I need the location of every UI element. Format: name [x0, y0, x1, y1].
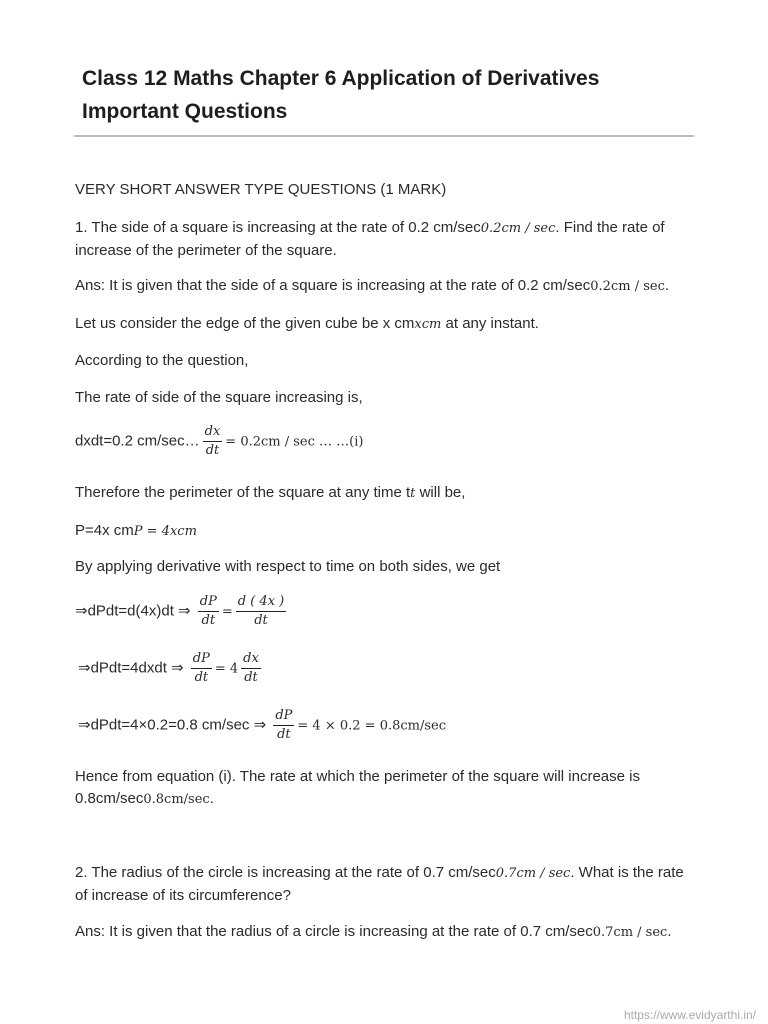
- equation-2-denominator-2: dt: [254, 613, 268, 628]
- question-2-math: 0.7cm / sec: [495, 866, 571, 881]
- rate-side-line: The rate of side of the square increasing is,: [75, 389, 363, 406]
- perimeter-equation: [75, 520, 700, 543]
- equation-2-numerator-1: dP: [198, 593, 219, 612]
- perimeter-equation-math: P = 4xcm: [133, 524, 197, 539]
- question-1-text: 1. The side of a square is increasing at the rate of 0.2 cm/sec: [75, 219, 481, 236]
- equation-3-text: ⇒dPdt=4dxdt ⇒: [78, 659, 188, 677]
- answer-1-math: 0.2cm / sec: [590, 279, 665, 294]
- equation-2-denominator-1: dt: [201, 613, 216, 628]
- conclusion-line-1: Hence from equation (i). The rate at which the perimeter of the square will increase is: [75, 768, 640, 785]
- question-2-tail: . What is the rate: [570, 864, 684, 881]
- equation-4: [78, 707, 703, 744]
- question-2-line-2: of increase of its circumference?: [75, 887, 291, 904]
- equation-3: [78, 650, 703, 687]
- equation-1-numerator: dx: [203, 423, 223, 442]
- question-1-line-2: increase of the perimeter of the square.: [75, 242, 337, 259]
- equation-2-fraction-1: [198, 593, 219, 630]
- question-1-tail: . Find the rate of: [555, 219, 665, 236]
- page-title: [82, 62, 702, 128]
- perimeter-equation-text: P=4x cm: [75, 522, 134, 539]
- conclusion: [75, 766, 700, 811]
- edge-statement: [75, 313, 700, 336]
- equation-4-denominator: dt: [277, 727, 291, 742]
- perimeter-line: [75, 482, 700, 505]
- applying-line: By applying derivative with respect to time on both sides, we get: [75, 558, 501, 575]
- edge-math: xcm: [414, 317, 442, 332]
- question-1: [75, 217, 700, 262]
- question-2-line-1: [75, 862, 700, 885]
- title-line-2: Important Questions: [82, 100, 288, 123]
- equation-1-text: dxdt=0.2 cm/sec…: [75, 432, 200, 450]
- equation-4-numerator: dP: [273, 707, 294, 726]
- equation-1-rhs: = 0.2cm / sec … …(i): [225, 434, 364, 450]
- conclusion-math: 0.8cm/sec: [143, 792, 210, 807]
- conclusion-line-2: [75, 788, 700, 811]
- equation-3-fraction-1: [191, 650, 212, 687]
- answer-1-text: Ans: It is given that the side of a square is increasing at the rate of 0.2 cm/sec: [75, 277, 591, 294]
- question-1-math: 0.2cm / sec: [480, 221, 556, 236]
- equation-2: [75, 593, 700, 630]
- footer-url: https://www.evidyarthi.in/: [623, 1008, 756, 1022]
- edge-text: Let us consider the edge of the given cube be x cm: [75, 315, 415, 332]
- answer-1: [75, 275, 700, 298]
- equation-4-fraction: [273, 707, 294, 744]
- conclusion-tail: .: [209, 790, 214, 807]
- equation-3-numerator-2: dx: [241, 650, 261, 669]
- equation-4-text: ⇒dPdt=4×0.2=0.8 cm/sec ⇒: [78, 716, 271, 734]
- according-line: According to the question,: [75, 352, 249, 369]
- equation-2-fraction-2: [236, 593, 286, 630]
- equation-2-numerator-2: d ( 4x ): [236, 593, 286, 612]
- equation-3-denominator-2: dt: [244, 670, 258, 685]
- equation-1: [75, 423, 700, 460]
- answer-2-tail: .: [667, 923, 672, 940]
- perimeter-math: t: [410, 486, 416, 501]
- section-heading: VERY SHORT ANSWER TYPE QUESTIONS (1 MARK): [75, 181, 447, 198]
- question-2-text: 2. The radius of the circle is increasing at the rate of 0.7 cm/sec: [75, 864, 496, 881]
- perimeter-text: Therefore the perimeter of the square at any time t: [75, 484, 411, 501]
- equation-2-equals: =: [221, 604, 233, 620]
- equation-1-fraction: [203, 423, 223, 460]
- equation-3-numerator-1: dP: [191, 650, 212, 669]
- question-2: [75, 862, 700, 907]
- equation-1-denominator: dt: [205, 443, 220, 458]
- edge-tail: at any instant.: [441, 315, 539, 332]
- equation-4-rhs: = 4 × 0.2 = 0.8cm/sec: [297, 718, 446, 734]
- conclusion-text: 0.8cm/sec: [75, 790, 144, 807]
- answer-1-tail: .: [664, 277, 670, 294]
- equation-3-coefficient: = 4: [214, 661, 239, 677]
- question-1-line-1: [75, 217, 700, 240]
- title-line-1: Class 12 Maths Chapter 6 Application of Derivatives: [82, 67, 600, 90]
- equation-3-denominator-1: dt: [194, 670, 209, 685]
- equation-3-fraction-2: [241, 650, 261, 687]
- answer-2-text: Ans: It is given that the radius of a circle is increasing at the rate of 0.7 cm/sec: [75, 923, 593, 940]
- perimeter-tail: will be,: [415, 484, 466, 501]
- answer-2: [75, 921, 700, 944]
- equation-2-text: ⇒dPdt=d(4x)dt ⇒: [75, 602, 195, 620]
- answer-2-math: 0.7cm / sec: [592, 925, 668, 940]
- title-divider: [74, 135, 694, 137]
